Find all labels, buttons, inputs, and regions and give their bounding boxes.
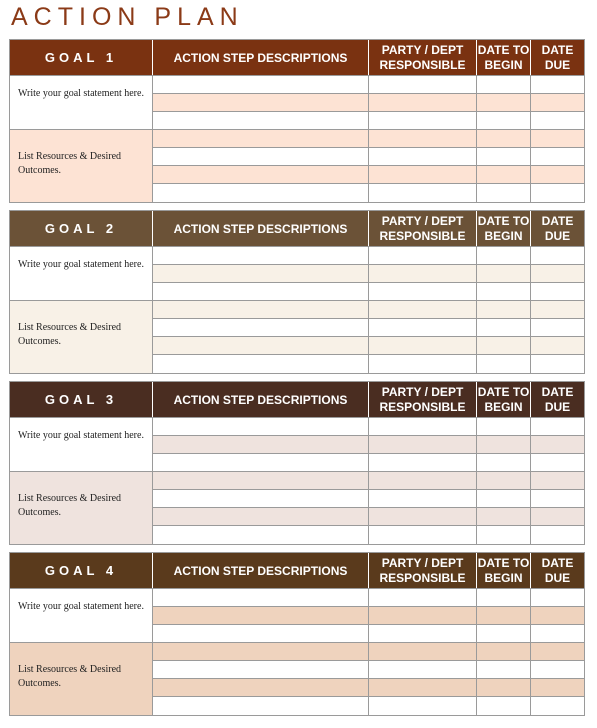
date-due-cell[interactable] xyxy=(531,76,584,93)
action-step-cell[interactable] xyxy=(153,337,369,354)
action-row xyxy=(153,247,584,265)
date-begin-cell[interactable] xyxy=(477,355,531,373)
action-row xyxy=(153,319,584,337)
party-responsible-header: PARTY / DEPT RESPONSIBLE xyxy=(369,553,477,588)
party-cell[interactable] xyxy=(369,436,477,453)
action-row xyxy=(153,661,584,679)
date-begin-header: DATE TO BEGIN xyxy=(477,40,531,75)
action-row xyxy=(153,625,584,643)
action-step-cell[interactable] xyxy=(153,94,369,111)
date-due-cell[interactable] xyxy=(531,472,584,489)
action-step-cell[interactable] xyxy=(153,454,369,471)
date-begin-cell[interactable] xyxy=(477,94,531,111)
action-row xyxy=(153,418,584,436)
resources-outcomes[interactable]: List Resources & Desired Outcomes. xyxy=(10,472,152,544)
party-cell[interactable] xyxy=(369,283,477,300)
action-steps-header: ACTION STEP DESCRIPTIONS xyxy=(153,553,369,588)
action-step-cell[interactable] xyxy=(153,436,369,453)
party-cell[interactable] xyxy=(369,337,477,354)
party-cell[interactable] xyxy=(369,697,477,715)
party-cell[interactable] xyxy=(369,76,477,93)
action-row xyxy=(153,490,584,508)
date-begin-cell[interactable] xyxy=(477,697,531,715)
goal-label: GOAL 1 xyxy=(10,40,153,75)
party-cell[interactable] xyxy=(369,454,477,471)
date-begin-cell[interactable] xyxy=(477,319,531,336)
action-step-cell[interactable] xyxy=(153,112,369,129)
party-responsible-header: PARTY / DEPT RESPONSIBLE xyxy=(369,382,477,417)
date-due-cell[interactable] xyxy=(531,418,584,435)
party-cell[interactable] xyxy=(369,184,477,202)
date-due-header: DATE DUE xyxy=(541,384,574,414)
action-step-cell[interactable] xyxy=(153,184,369,202)
action-step-cell[interactable] xyxy=(153,607,369,624)
date-begin-cell[interactable] xyxy=(477,490,531,507)
action-step-cell[interactable] xyxy=(153,526,369,544)
goal-header-row xyxy=(10,40,584,76)
action-row xyxy=(153,454,584,472)
goal-statement[interactable]: Write your goal statement here. xyxy=(10,418,152,472)
date-begin-cell[interactable] xyxy=(477,112,531,129)
action-row xyxy=(153,607,584,625)
goal-block-1 xyxy=(9,39,585,203)
action-row xyxy=(153,76,584,94)
date-due-cell[interactable] xyxy=(531,661,584,678)
action-step-cell[interactable] xyxy=(153,355,369,373)
party-cell[interactable] xyxy=(369,319,477,336)
date-due-cell[interactable] xyxy=(531,526,584,544)
action-steps-header: ACTION STEP DESCRIPTIONS xyxy=(153,382,369,417)
date-begin-cell[interactable] xyxy=(477,526,531,544)
goal-header-row xyxy=(10,211,584,247)
date-begin-cell[interactable] xyxy=(477,607,531,624)
party-responsible-header: PARTY / DEPT RESPONSIBLE xyxy=(369,211,477,246)
date-due-cell[interactable] xyxy=(531,355,584,373)
goal-statement[interactable]: Write your goal statement here. xyxy=(10,247,152,301)
action-row xyxy=(153,589,584,607)
date-begin-cell[interactable] xyxy=(477,283,531,300)
date-begin-cell[interactable] xyxy=(477,472,531,489)
action-step-cell[interactable] xyxy=(153,130,369,147)
party-cell[interactable] xyxy=(369,130,477,147)
goal-label: GOAL 3 xyxy=(10,382,153,417)
date-due-cell[interactable] xyxy=(531,148,584,165)
party-cell[interactable] xyxy=(369,589,477,606)
date-due-cell[interactable] xyxy=(531,265,584,282)
date-begin-cell[interactable] xyxy=(477,148,531,165)
action-row xyxy=(153,166,584,184)
goal-block-3 xyxy=(9,381,585,545)
date-begin-cell[interactable] xyxy=(477,166,531,183)
action-step-cell[interactable] xyxy=(153,76,369,93)
date-due-cell[interactable] xyxy=(531,607,584,624)
date-begin-cell[interactable] xyxy=(477,454,531,471)
party-cell[interactable] xyxy=(369,418,477,435)
date-due-cell[interactable] xyxy=(531,301,584,318)
action-step-cell[interactable] xyxy=(153,625,369,642)
action-row xyxy=(153,337,584,355)
date-due-header: DATE DUE xyxy=(541,555,574,585)
date-due-cell[interactable] xyxy=(531,337,584,354)
action-steps-header: ACTION STEP DESCRIPTIONS xyxy=(153,211,369,246)
party-cell[interactable] xyxy=(369,166,477,183)
resources-outcomes[interactable]: List Resources & Desired Outcomes. xyxy=(10,130,152,202)
action-step-cell[interactable] xyxy=(153,643,369,660)
action-row xyxy=(153,697,584,715)
action-row xyxy=(153,112,584,130)
action-row xyxy=(153,526,584,544)
action-row xyxy=(153,265,584,283)
goal-label: GOAL 2 xyxy=(10,211,153,246)
date-due-cell[interactable] xyxy=(531,490,584,507)
action-step-cell[interactable] xyxy=(153,283,369,300)
party-cell[interactable] xyxy=(369,661,477,678)
party-cell[interactable] xyxy=(369,355,477,373)
date-begin-cell[interactable] xyxy=(477,436,531,453)
date-due-cell[interactable] xyxy=(531,166,584,183)
action-row xyxy=(153,508,584,526)
date-due-header: DATE DUE xyxy=(541,213,574,243)
action-row xyxy=(153,436,584,454)
date-begin-cell[interactable] xyxy=(477,184,531,202)
date-due-cell[interactable] xyxy=(531,130,584,147)
date-begin-cell[interactable] xyxy=(477,643,531,660)
date-begin-cell[interactable] xyxy=(477,265,531,282)
date-due-cell[interactable] xyxy=(531,697,584,715)
action-row xyxy=(153,301,584,319)
party-cell[interactable] xyxy=(369,148,477,165)
action-step-cell[interactable] xyxy=(153,319,369,336)
party-cell[interactable] xyxy=(369,472,477,489)
date-begin-cell[interactable] xyxy=(477,418,531,435)
party-cell[interactable] xyxy=(369,625,477,642)
action-row xyxy=(153,148,584,166)
action-row xyxy=(153,130,584,148)
action-step-cell[interactable] xyxy=(153,661,369,678)
date-due-cell[interactable] xyxy=(531,319,584,336)
action-step-cell[interactable] xyxy=(153,508,369,525)
page-title: ACTION PLAN xyxy=(11,3,244,31)
action-steps-header: ACTION STEP DESCRIPTIONS xyxy=(153,40,369,75)
date-due-cell[interactable] xyxy=(531,589,584,606)
party-cell[interactable] xyxy=(369,607,477,624)
date-begin-cell[interactable] xyxy=(477,337,531,354)
date-due-cell[interactable] xyxy=(531,508,584,525)
date-due-cell[interactable] xyxy=(531,94,584,111)
action-step-cell[interactable] xyxy=(153,589,369,606)
party-cell[interactable] xyxy=(369,112,477,129)
party-cell[interactable] xyxy=(369,265,477,282)
goal-header-row xyxy=(10,382,584,418)
party-cell[interactable] xyxy=(369,508,477,525)
action-step-cell[interactable] xyxy=(153,679,369,696)
resources-outcomes[interactable]: List Resources & Desired Outcomes. xyxy=(10,643,152,715)
date-due-cell[interactable] xyxy=(531,283,584,300)
date-begin-cell[interactable] xyxy=(477,130,531,147)
action-step-cell[interactable] xyxy=(153,247,369,264)
date-begin-header: DATE TO BEGIN xyxy=(477,553,531,588)
goal-statement[interactable]: Write your goal statement here. xyxy=(10,76,152,130)
date-begin-cell[interactable] xyxy=(477,508,531,525)
party-cell[interactable] xyxy=(369,247,477,264)
action-step-cell[interactable] xyxy=(153,265,369,282)
date-begin-header: DATE TO BEGIN xyxy=(477,211,531,246)
date-begin-cell[interactable] xyxy=(477,661,531,678)
party-cell[interactable] xyxy=(369,679,477,696)
action-step-cell[interactable] xyxy=(153,490,369,507)
party-cell[interactable] xyxy=(369,643,477,660)
date-due-header: DATE DUE xyxy=(541,42,574,72)
date-begin-cell[interactable] xyxy=(477,247,531,264)
action-step-cell[interactable] xyxy=(153,148,369,165)
action-step-cell[interactable] xyxy=(153,301,369,318)
date-due-cell[interactable] xyxy=(531,679,584,696)
resources-outcomes[interactable]: List Resources & Desired Outcomes. xyxy=(10,301,152,373)
goal-statement[interactable]: Write your goal statement here. xyxy=(10,589,152,643)
goal-header-row xyxy=(10,553,584,589)
action-row xyxy=(153,643,584,661)
action-row xyxy=(153,283,584,301)
party-cell[interactable] xyxy=(369,94,477,111)
party-cell[interactable] xyxy=(369,490,477,507)
party-responsible-header: PARTY / DEPT RESPONSIBLE xyxy=(369,40,477,75)
date-due-cell[interactable] xyxy=(531,454,584,471)
date-due-cell[interactable] xyxy=(531,643,584,660)
action-step-cell[interactable] xyxy=(153,472,369,489)
date-due-cell[interactable] xyxy=(531,112,584,129)
date-due-cell[interactable] xyxy=(531,625,584,642)
date-begin-cell[interactable] xyxy=(477,589,531,606)
party-cell[interactable] xyxy=(369,526,477,544)
date-begin-cell[interactable] xyxy=(477,625,531,642)
action-row xyxy=(153,184,584,202)
date-begin-cell[interactable] xyxy=(477,76,531,93)
date-due-cell[interactable] xyxy=(531,247,584,264)
goal-label: GOAL 4 xyxy=(10,553,153,588)
date-begin-cell[interactable] xyxy=(477,301,531,318)
date-begin-cell[interactable] xyxy=(477,679,531,696)
date-due-cell[interactable] xyxy=(531,184,584,202)
goal-block-2 xyxy=(9,210,585,374)
party-cell[interactable] xyxy=(369,301,477,318)
action-row xyxy=(153,472,584,490)
action-row xyxy=(153,355,584,373)
date-due-cell[interactable] xyxy=(531,436,584,453)
action-row xyxy=(153,679,584,697)
date-begin-header: DATE TO BEGIN xyxy=(477,382,531,417)
action-step-cell[interactable] xyxy=(153,418,369,435)
goal-block-4 xyxy=(9,552,585,716)
action-step-cell[interactable] xyxy=(153,166,369,183)
action-step-cell[interactable] xyxy=(153,697,369,715)
action-row xyxy=(153,94,584,112)
